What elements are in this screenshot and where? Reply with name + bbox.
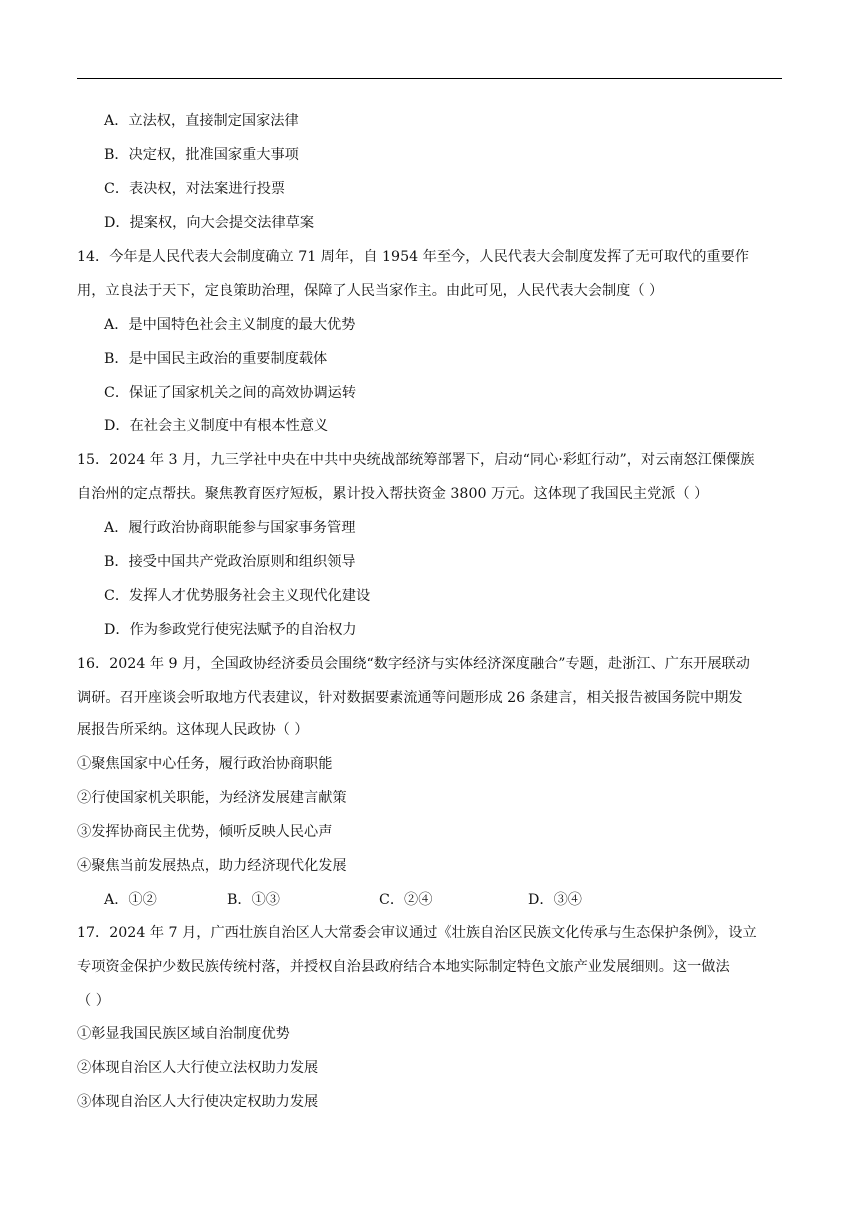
q15-option-b: B．接受中国共产党政治原则和组织领导 [104, 554, 356, 570]
q14-stem-line-1: 14．今年是人民代表大会制度确立 71 周年，自 1954 年至今，人民代表大会制度发挥了无可取代的重要作 [77, 249, 749, 265]
q13-option-c: C．表决权，对法案进行投票 [104, 181, 286, 197]
q14-stem-line-2: 用，立良法于天下，定良策助治理，保障了人民当家作主。由此可见，人民代表大会制度（ ） [77, 283, 664, 299]
q17-statement-1: ①彰显我国民族区域自治制度优势 [77, 1026, 290, 1042]
q16-statement-3: ③发挥协商民主优势，倾听反映人民心声 [77, 824, 333, 840]
q16-statement-2: ②行使国家机关职能，为经济发展建言献策 [77, 790, 347, 806]
q16-stem-line-3: 展报告所采纳。这体现人民政协（ ） [77, 722, 309, 738]
q16-choice-c: C．②④ [379, 892, 433, 908]
q17-stem-line-1: 17．2024 年 7 月，广西壮族自治区人大常委会审议通过《壮族自治区民族文化传承与生态保护条例》，设立 [77, 925, 757, 941]
q13-option-d: D．提案权，向大会提交法律草案 [104, 215, 315, 231]
q14-option-d: D．在社会主义制度中有根本性意义 [104, 418, 329, 434]
q17-stem-line-2: 专项资金保护少数民族传统村落，并授权自治县政府结合本地实际制定特色文旅产业发展细则。这一做法 [77, 959, 730, 975]
q16-stem-line-1: 16．2024 年 9 月，全国政协经济委员会围绕“数字经济与实体经济深度融合”专题，赴浙江、广东开展联动 [77, 656, 750, 672]
q15-option-c: C．发挥人才优势服务社会主义现代化建设 [104, 588, 371, 604]
header-rule [77, 78, 782, 79]
q16-choice-a: A．①② [104, 892, 157, 908]
q16-statement-1: ①聚焦国家中心任务，履行政治协商职能 [77, 756, 333, 772]
q17-stem-line-3: （ ） [77, 993, 110, 1009]
q16-statement-4: ④聚焦当前发展热点，助力经济现代化发展 [77, 858, 347, 874]
q14-option-a: A．是中国特色社会主义制度的最大优势 [104, 317, 356, 333]
q17-statement-3: ③体现自治区人大行使决定权助力发展 [77, 1094, 319, 1110]
q16-choice-d: D．③④ [528, 892, 582, 908]
q13-option-b: B．决定权，批准国家重大事项 [104, 147, 299, 163]
q15-stem-line-2: 自治州的定点帮扶。聚焦教育医疗短板，累计投入帮扶资金 3800 万元。这体现了我国民主党派（ ） [77, 486, 709, 502]
q15-stem-line-1: 15．2024 年 3 月，九三学社中央在中共中央统战部统筹部署下，启动“同心·彩虹行动”，对云南怒江傈僳族 [77, 452, 755, 468]
q15-option-d: D．作为参政党行使宪法赋予的自治权力 [104, 622, 357, 638]
q14-option-c: C．保证了国家机关之间的高效协调运转 [104, 385, 357, 401]
q17-statement-2: ②体现自治区人大行使立法权助力发展 [77, 1060, 319, 1076]
q14-option-b: B．是中国民主政治的重要制度载体 [104, 351, 328, 367]
q16-choice-b: B．①③ [227, 892, 280, 908]
q16-stem-line-2: 调研。召开座谈会听取地方代表建议，针对数据要素流通等问题形成 26 条建言，相关报告被国务院中期发 [77, 690, 743, 706]
q13-option-a: A．立法权，直接制定国家法律 [104, 113, 299, 129]
q15-option-a: A．履行政治协商职能参与国家事务管理 [104, 520, 356, 536]
